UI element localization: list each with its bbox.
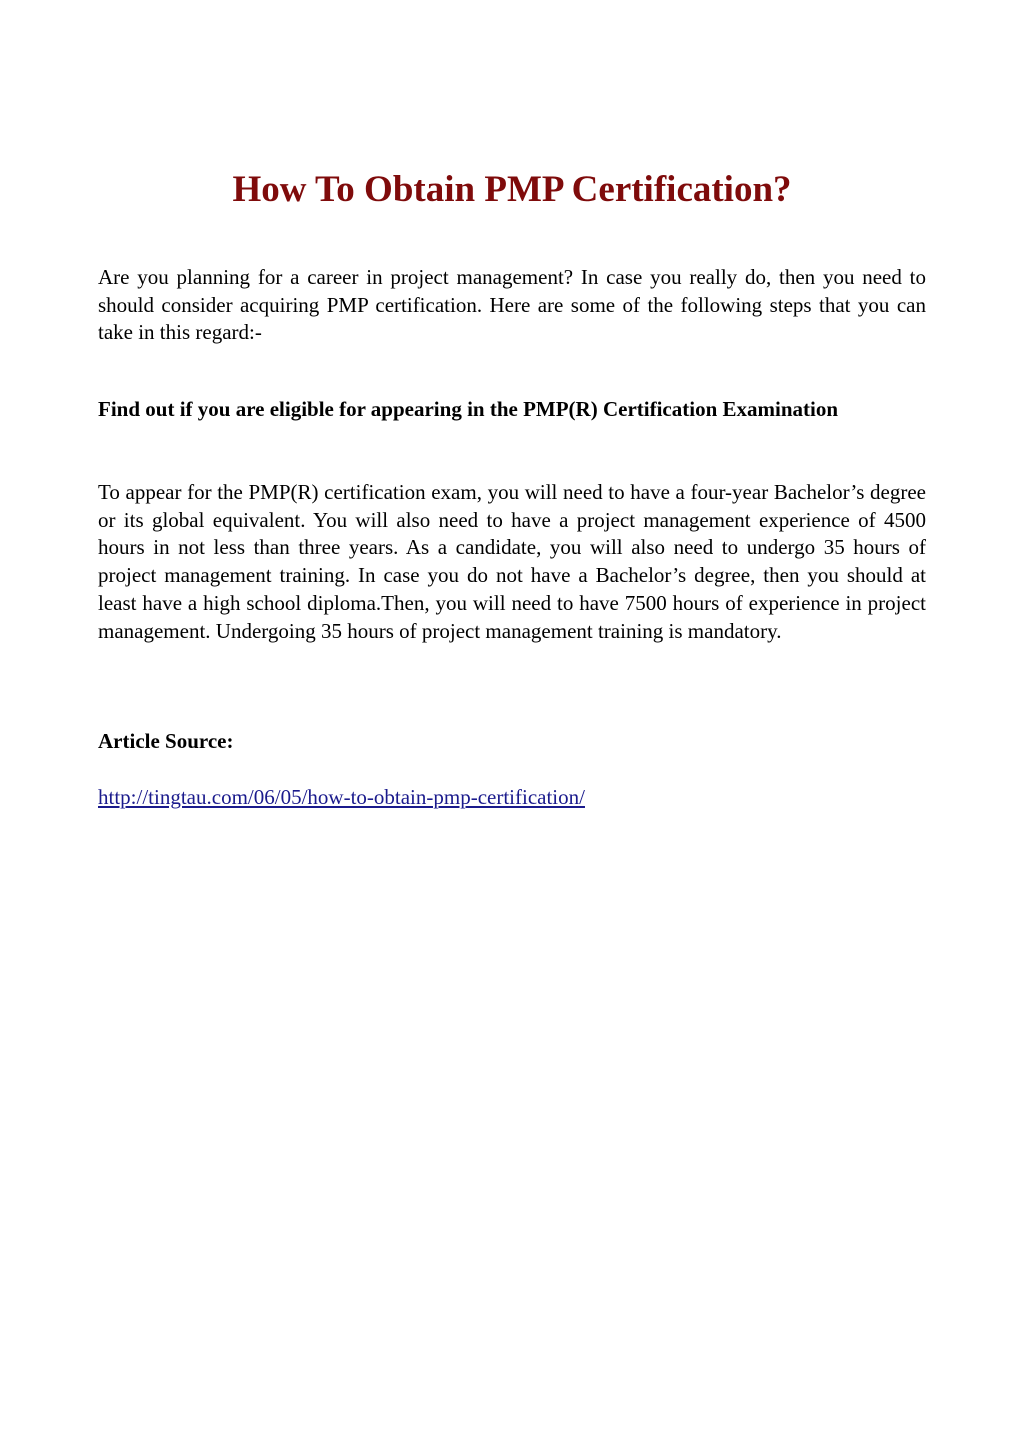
article-source-link[interactable]: http://tingtau.com/06/05/how-to-obtain-pmp-certification/ xyxy=(98,785,585,809)
section-body-paragraph: To appear for the PMP(R) certification exam, you will need to have a four-year Bachelor’s degree or its global equivalent. You will also need to have a project management experience of 4500 hours in not less than three years. As a candidate, you will also need to undergo 35 hours of project management training. In case you do not have a Bachelor’s degree, then you should at least have a high school diploma.Then, you will need to have 7500 hours of experience in project management. Undergoing 35 hours of project management training is mandatory. xyxy=(98,480,926,643)
intro-paragraph: Are you planning for a career in project management? In case you really do, then you need to should consider acquiring PMP certification. Here are some of the following steps that you can take in this regard:- xyxy=(98,265,926,345)
page-title: How To Obtain PMP Certification? xyxy=(232,169,792,210)
section-heading: Find out if you are eligible for appearing in the PMP(R) Certification Examination xyxy=(98,397,839,421)
article-source-label: Article Source: xyxy=(98,729,234,753)
